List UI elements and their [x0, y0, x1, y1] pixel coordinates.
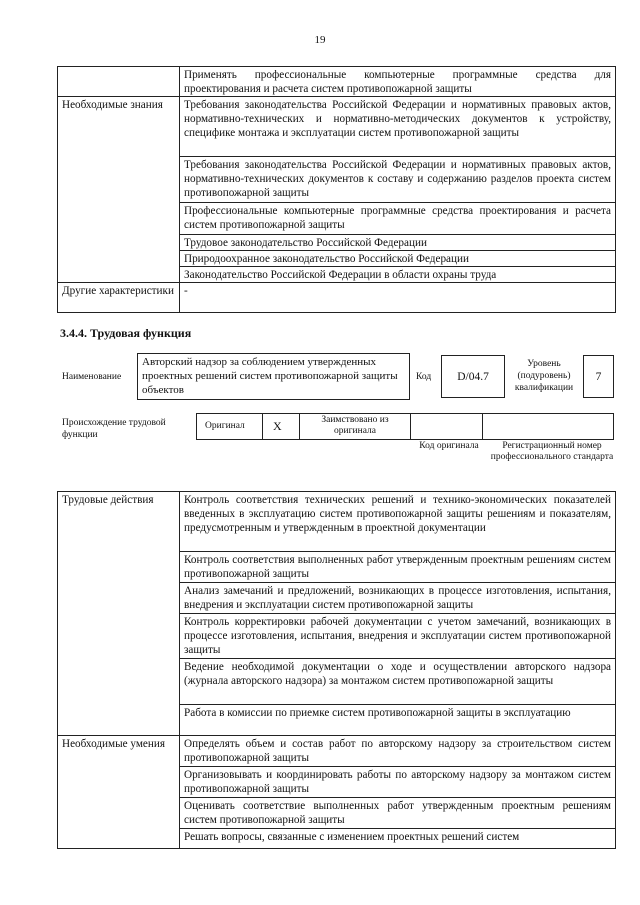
level-box [583, 355, 614, 398]
original-mark: X [273, 419, 282, 433]
cell-text: Контроль соответствия технических решений и технико-экономических показателей введенных в эксплуатацию систем противопожарной защиты решениям и показателям, предусмотренным и утвержденным в проектной документации [180, 492, 616, 552]
name-label: Наименование [62, 372, 122, 382]
cell-text: Определять объем и состав работ по авторскому надзору за строительством систем противопожарной защиты [180, 736, 616, 767]
cell-text: - [180, 283, 616, 313]
code-value: D/04.7 [457, 370, 489, 383]
cell-text: Применять профессиональные компьютерные программные средства для проектирования и расчета систем противопожарной защиты [180, 67, 616, 97]
section-title: 3.4.4. Трудовая функция [60, 326, 192, 340]
row-label: Необходимые знания [58, 97, 180, 283]
original-label: Оригинал [205, 421, 245, 431]
function-name-box [137, 353, 410, 400]
origin-box [196, 413, 614, 440]
code-box [441, 355, 505, 398]
function-name: Авторский надзор за соблюдением утвержденных проектных решений систем противопожарной защиты объектов [142, 356, 398, 396]
origin-label: Происхождение трудовой функции [62, 418, 166, 440]
cell-text: Требования законодательства Российской Федерации и нормативных правовых актов, нормативно-технических и нормативно-методических документов к устройству, специфике монтажа и эксплуатации систем противопожарной защиты [180, 97, 616, 157]
cell-text: Контроль соответствия выполненных работ утвержденным проектным решениям систем противопожарной защиты [180, 552, 616, 583]
cell-text: Оценивать соответствие выполненных работ утвержденным проектным решениям систем противопожарной защиты [180, 798, 616, 829]
actions-table [57, 491, 616, 849]
cell-text: Профессиональные компьютерные программные средства проектирования и расчета систем противопожарной защиты [180, 203, 616, 235]
table-row [58, 97, 616, 157]
cell-text: Контроль корректировки рабочей документации с учетом замечаний, возникающих в процессе изготовления, испытания, внедрения и эксплуатации систем противопожарной защиты [180, 614, 616, 659]
cell-text: Анализ замечаний и предложений, возникающих в процессе изготовления, испытания, внедрения и эксплуатации систем противопожарной защиты [180, 583, 616, 614]
code-original-caption: Код оригинала [419, 441, 479, 451]
reg-number-caption: Регистрационный номер профессионального стандарта [490, 441, 614, 462]
row-label: Необходимые умения [58, 736, 180, 849]
cell-text: Законодательство Российской Федерации в области охраны труда [180, 267, 616, 283]
level-value: 7 [595, 370, 602, 383]
borrowed-label: Заимствовано из оригинала [321, 415, 389, 436]
row-label [58, 67, 180, 97]
code-label: Код [416, 372, 432, 382]
cell-text: Ведение необходимой документации о ходе и осуществлении авторского надзора (журнала авторского надзора) за монтажом систем противопожарной защиты [180, 659, 616, 705]
cell-text: Природоохранное законодательство Российской Федерации [180, 251, 616, 267]
row-label: Трудовые действия [58, 492, 180, 736]
level-label: Уровень (подуровень) квалификации [514, 359, 574, 393]
cell-text: Решать вопросы, связанные с изменением проектных решений систем [180, 829, 616, 849]
cell-text: Требования законодательства Российской Федерации и нормативных правовых актов, нормативно-технических документов к составу и содержанию разделов проекта систем противопожарной защиты [180, 157, 616, 203]
row-label: Другие характеристики [58, 283, 180, 313]
table-row [58, 736, 616, 767]
table-row [58, 283, 616, 313]
table-row [58, 492, 616, 552]
cell-text: Организовывать и координировать работы по авторскому надзору за монтажом систем противопожарной защиты [180, 767, 616, 798]
page-number: 19 [314, 34, 326, 46]
cell-text: Работа в комиссии по приемке систем противопожарной защиты в эксплуатацию [180, 705, 616, 736]
cell-text: Трудовое законодательство Российской Федерации [180, 235, 616, 251]
knowledge-table [57, 66, 616, 313]
table-row [58, 67, 616, 97]
